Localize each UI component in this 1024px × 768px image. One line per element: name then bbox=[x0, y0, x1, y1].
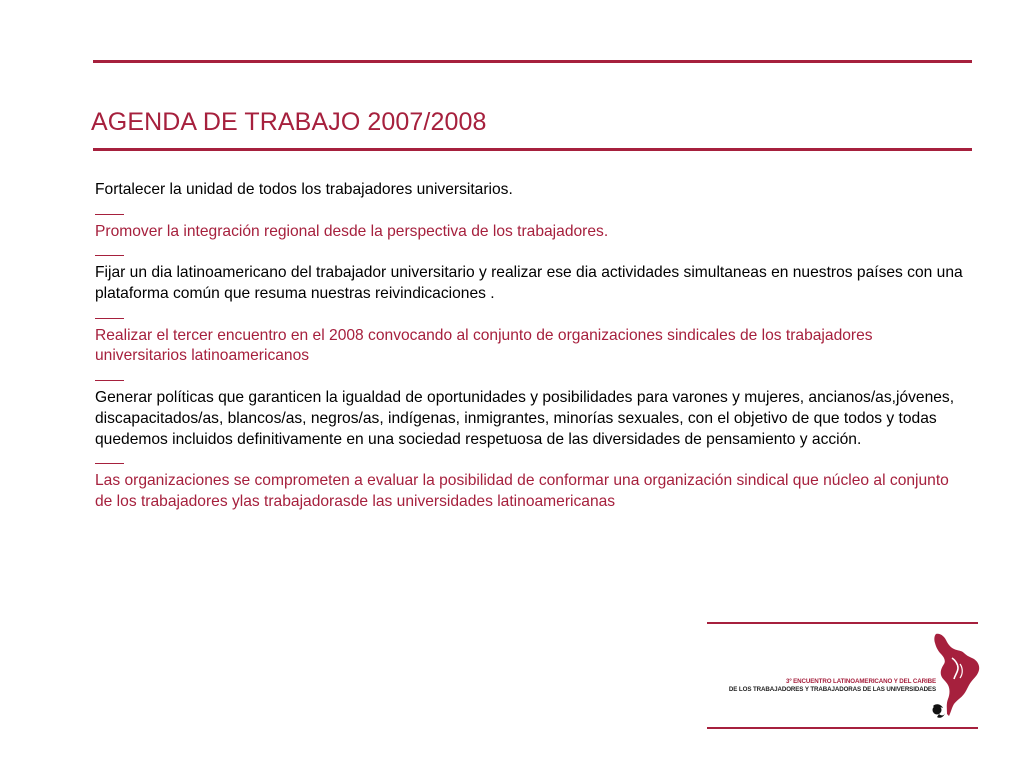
event-caption bbox=[729, 678, 936, 694]
agenda-item: Fortalecer la unidad de todos los trabajadores universitarios. bbox=[95, 181, 513, 198]
footer-divider-top bbox=[707, 622, 978, 624]
latin-america-map-icon bbox=[930, 630, 982, 722]
item-separator bbox=[95, 367, 965, 388]
agenda-item: Promover la integración regional desde la perspectiva de los trabajadores. bbox=[95, 222, 609, 240]
event-caption-line-2: DE LOS TRABAJADORES Y TRABAJADORAS DE LAS UNIVERSIDADES bbox=[728, 686, 936, 693]
footer-divider-bottom bbox=[707, 727, 978, 729]
item-separator bbox=[95, 242, 965, 263]
title-divider bbox=[93, 148, 972, 151]
agenda-item: Generar políticas que garanticen la igualdad de oportunidades y posibilidades para varones y mujeres, ancianos/as,jóvenes, discapacitados/as, blancos/as, negros/as, indígenas, inmigrantes, minorías sexuales, con el objetivo de que todos y todas quedemos incluidos definitivamente en una sociedad respetuosa de las diversidades de pensamiento y acción. bbox=[95, 388, 955, 448]
item-separator bbox=[95, 305, 965, 326]
agenda-item: Fijar un dia latinoamericano del trabajador universitario y realizar ese dia actividades simultaneas en nuestros países con una plataforma común que resuma nuestras reivindicaciones . bbox=[95, 264, 963, 302]
agenda-item: Las organizaciones se comprometen a evaluar la posibilidad de conformar una organización sindical que núcleo al conjunto de los trabajadores ylas trabajadorasde las universidades latinoamericanas bbox=[95, 472, 949, 510]
page-title: AGENDA DE TRABAJO 2007/2008 bbox=[91, 108, 487, 136]
top-divider bbox=[93, 60, 972, 63]
agenda-list bbox=[95, 180, 965, 513]
item-separator bbox=[95, 201, 965, 222]
event-caption-line-1: 3º ENCUENTRO LATINOAMERICANO Y DEL CARIBE bbox=[786, 678, 936, 685]
agenda-item: Realizar el tercer encuentro en el 2008 convocando al conjunto de organizaciones sindicales de los trabajadores universitarios latinoamericanos bbox=[95, 326, 873, 365]
item-separator bbox=[95, 450, 965, 471]
